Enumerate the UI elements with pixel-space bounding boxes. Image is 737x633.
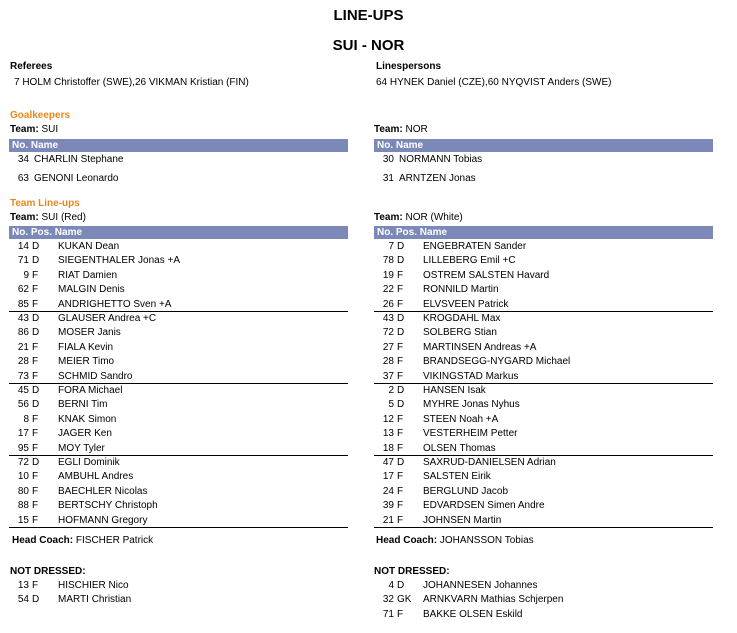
player-name: FIALA Kevin	[58, 341, 114, 353]
head-coach-right	[376, 535, 534, 546]
player-name: JOHANNESEN Johannes	[423, 580, 538, 591]
player-row	[374, 269, 714, 283]
player-position: F	[32, 442, 39, 454]
player-name: RIAT Damien	[58, 269, 118, 281]
player-number: 34	[17, 154, 29, 165]
player-number: 18	[382, 442, 394, 454]
player-name: KROGDAHL Max	[423, 313, 501, 324]
player-name: KUKAN Dean	[58, 241, 120, 252]
player-row	[9, 456, 349, 470]
player-row	[9, 326, 349, 340]
player-number: 54	[17, 594, 29, 606]
player-position: F	[397, 514, 404, 526]
player-row	[374, 341, 714, 355]
player-number: 78	[382, 255, 394, 267]
player-name: HANSEN Isak	[423, 385, 486, 396]
player-position: F	[397, 485, 404, 497]
player-row	[374, 153, 714, 167]
player-row	[374, 593, 714, 607]
player-number: 73	[17, 370, 29, 382]
player-row	[374, 413, 714, 427]
head-coach-name: JOHANSSON Tobias	[439, 535, 534, 546]
player-name: BRANDSEGG-NYGARD Michael	[423, 356, 571, 368]
player-row	[9, 593, 349, 607]
player-row	[9, 442, 349, 456]
player-number: 19	[382, 269, 394, 281]
head-coach-label: Head Coach:	[376, 535, 438, 546]
header-label: No. Pos. Name	[12, 227, 83, 238]
player-row	[374, 172, 714, 186]
player-row	[374, 485, 714, 499]
player-row	[9, 384, 349, 398]
player-number: 4	[388, 580, 394, 591]
referees-value: 7 HOLM Christoffer (SWE),26 VIKMAN Kristian (FIN)	[14, 77, 249, 88]
player-position: GK	[397, 594, 412, 606]
player-number: 43	[382, 313, 394, 324]
player-position: D	[32, 385, 40, 396]
player-row	[374, 370, 714, 384]
player-row	[9, 312, 349, 326]
player-number: 47	[382, 457, 394, 468]
player-number: 86	[17, 327, 29, 339]
player-name: MEIER Timo	[58, 356, 115, 368]
player-name: JAGER Ken	[58, 428, 112, 440]
player-number: 30	[382, 154, 394, 165]
player-position: F	[32, 341, 39, 353]
player-number: 8	[23, 413, 29, 425]
player-number: 7	[388, 241, 394, 252]
player-row	[9, 355, 349, 369]
player-position: F	[397, 428, 404, 440]
player-row	[9, 283, 349, 297]
player-number: 17	[17, 428, 29, 440]
player-position: F	[32, 580, 39, 591]
player-row	[9, 153, 349, 167]
player-number: 9	[23, 269, 29, 281]
head-coach-name: FISCHER Patrick	[75, 535, 154, 546]
player-row	[374, 240, 714, 254]
player-name: MALGIN Denis	[58, 284, 125, 296]
player-name: JOHNSEN Martin	[423, 514, 502, 526]
player-row	[374, 470, 714, 484]
player-row	[374, 514, 714, 528]
player-position: D	[32, 241, 40, 252]
head-coach-left	[12, 535, 153, 546]
player-number: 88	[17, 500, 29, 512]
player-name: ARNTZEN Jonas	[399, 173, 476, 184]
player-position: F	[32, 485, 39, 497]
player-row	[9, 172, 349, 186]
player-name: MARTINSEN Andreas +A	[423, 341, 537, 353]
player-number: 12	[382, 413, 394, 425]
player-name: BAKKE OLSEN Eskild	[423, 608, 523, 620]
linespersons-label: Linespersons	[376, 61, 442, 72]
player-number: 62	[17, 284, 29, 296]
player-position: D	[32, 457, 40, 468]
player-number: 22	[382, 284, 394, 296]
player-row	[9, 470, 349, 484]
player-number: 45	[17, 385, 29, 396]
player-number: 32	[382, 594, 394, 606]
player-row	[374, 312, 714, 326]
header-label: No. Name	[377, 140, 424, 151]
player-row	[374, 608, 714, 622]
player-row	[9, 485, 349, 499]
player-number: 13	[17, 580, 29, 591]
lineups-section-label: Team Line-ups	[10, 198, 80, 209]
not-dressed-label-right: NOT DRESSED:	[374, 566, 450, 577]
player-position: F	[397, 608, 404, 620]
player-number: 56	[17, 399, 29, 411]
gk-header-left	[9, 139, 348, 152]
player-number: 17	[382, 471, 394, 483]
player-number: 72	[382, 327, 394, 339]
header-label: No. Name	[12, 140, 59, 151]
player-row	[374, 398, 714, 412]
player-row	[374, 579, 714, 593]
not-dressed-label-left: NOT DRESSED:	[10, 566, 86, 577]
player-name: OSTREM SALSTEN Havard	[423, 269, 550, 281]
player-row	[374, 442, 714, 456]
player-name: ELVSVEEN Patrick	[423, 298, 509, 310]
player-position: F	[32, 298, 39, 310]
player-position: F	[397, 413, 404, 425]
player-name: BAECHLER Nicolas	[58, 485, 148, 497]
player-name: MYHRE Jonas Nyhus	[423, 399, 520, 411]
player-position: D	[397, 457, 405, 468]
player-position: D	[32, 327, 40, 339]
player-name: HISCHIER Nico	[58, 580, 129, 591]
team-label: Team:	[10, 124, 39, 135]
team-label: Team:	[374, 124, 403, 135]
player-number: 63	[17, 173, 29, 184]
player-name: MOSER Janis	[58, 327, 121, 339]
team-label: Team:	[374, 212, 403, 223]
lineup-team-right	[374, 212, 463, 223]
player-row	[374, 499, 714, 513]
player-position: F	[397, 500, 404, 512]
player-name: FORA Michael	[58, 385, 123, 396]
player-name: VESTERHEIM Petter	[423, 428, 518, 440]
player-number: 5	[388, 399, 394, 411]
player-name: STEEN Noah +A	[423, 413, 499, 425]
player-number: 31	[382, 173, 394, 184]
player-position: F	[32, 356, 39, 368]
player-number: 43	[17, 313, 29, 324]
player-name: ENGEBRATEN Sander	[423, 241, 527, 252]
player-row	[9, 427, 349, 441]
player-name: ANDRIGHETTO Sven +A	[58, 298, 172, 310]
player-row	[9, 254, 349, 268]
head-coach-label: Head Coach:	[12, 535, 74, 546]
lineup-team-left	[10, 212, 86, 223]
gk-header-right	[374, 139, 713, 152]
player-name: HOFMANN Gregory	[58, 514, 148, 526]
player-number: 37	[382, 370, 394, 382]
player-name: SCHMID Sandro	[58, 370, 133, 382]
player-row	[9, 514, 349, 528]
player-position: F	[397, 284, 404, 296]
player-name: MOY Tyler	[58, 442, 105, 454]
lineup-header-right	[374, 226, 713, 239]
player-number: 13	[382, 428, 394, 440]
player-row	[9, 398, 349, 412]
team-name: SUI	[41, 124, 59, 135]
player-name: SALSTEN Eirik	[423, 471, 491, 483]
gk-team-right	[374, 124, 428, 135]
player-number: 21	[17, 341, 29, 353]
player-row	[9, 579, 349, 593]
team-name: NOR	[405, 124, 428, 135]
player-number: 27	[382, 341, 394, 353]
player-name: BERTSCHY Christoph	[58, 500, 158, 512]
player-position: F	[397, 356, 404, 368]
player-position: D	[32, 399, 40, 411]
player-position: D	[397, 327, 405, 339]
player-name: NORMANN Tobias	[399, 154, 483, 165]
player-position: D	[397, 580, 405, 591]
player-number: 71	[382, 608, 394, 620]
player-name: MARTI Christian	[58, 594, 132, 606]
player-row	[9, 499, 349, 513]
player-row	[374, 326, 714, 340]
player-position: F	[32, 413, 39, 425]
player-row	[374, 355, 714, 369]
player-number: 95	[17, 442, 29, 454]
player-name: ARNKVARN Mathias Schjerpen	[423, 594, 564, 606]
player-number: 28	[382, 356, 394, 368]
player-row	[9, 298, 349, 312]
player-position: F	[32, 471, 39, 483]
goalkeepers-section-label: Goalkeepers	[10, 110, 71, 121]
player-row	[9, 413, 349, 427]
player-name: GENONI Leonardo	[34, 173, 119, 184]
player-position: D	[32, 255, 40, 267]
team-name: NOR (White)	[405, 212, 463, 223]
player-position: D	[397, 313, 405, 324]
player-name: SOLBERG Stian	[423, 327, 497, 339]
player-name: KNAK Simon	[58, 413, 117, 425]
player-name: LILLEBERG Emil +C	[423, 255, 516, 267]
player-number: 24	[382, 485, 394, 497]
player-number: 71	[17, 255, 29, 267]
team-label: Team:	[10, 212, 39, 223]
player-position: D	[32, 313, 40, 324]
player-position: F	[397, 341, 404, 353]
header-label: No. Pos. Name	[377, 227, 448, 238]
player-name: VIKINGSTAD Markus	[423, 370, 519, 382]
player-position: F	[32, 370, 39, 382]
player-position: F	[32, 500, 39, 512]
player-row	[9, 370, 349, 384]
player-position: F	[32, 514, 39, 526]
line-separator	[374, 527, 713, 528]
player-number: 26	[382, 298, 394, 310]
player-name: OLSEN Thomas	[423, 442, 496, 454]
player-row	[374, 283, 714, 297]
player-name: RONNILD Martin	[423, 284, 499, 296]
player-position: F	[397, 471, 404, 483]
team-name: SUI (Red)	[41, 212, 86, 223]
player-position: F	[397, 298, 404, 310]
player-number: 72	[17, 457, 29, 468]
page-title: LINE-UPS	[333, 7, 404, 24]
player-name: AMBUHL Andres	[58, 471, 134, 483]
player-name: BERNI Tim	[58, 399, 108, 411]
player-number: 2	[388, 385, 394, 396]
line-separator	[9, 527, 348, 528]
player-position: F	[397, 269, 404, 281]
lineup-header-left	[9, 226, 348, 239]
player-row	[9, 269, 349, 283]
player-name: SAXRUD-DANIELSEN Adrian	[423, 457, 556, 468]
player-position: F	[397, 370, 404, 382]
linespersons-value: 64 HYNEK Daniel (CZE),60 NYQVIST Anders (SWE)	[376, 77, 612, 88]
player-name: SIEGENTHALER Jonas +A	[58, 255, 180, 267]
player-number: 39	[382, 500, 394, 512]
referees-label: Referees	[10, 61, 53, 72]
match-title: SUI - NOR	[332, 37, 405, 54]
player-position: F	[32, 269, 39, 281]
player-position: D	[397, 255, 405, 267]
player-position: D	[397, 399, 405, 411]
player-name: CHARLIN Stephane	[34, 154, 124, 165]
player-name: EDVARDSEN Simen Andre	[423, 500, 545, 512]
player-number: 14	[17, 241, 29, 252]
player-position: F	[397, 442, 404, 454]
player-name: EGLI Dominik	[58, 457, 120, 468]
player-number: 28	[17, 356, 29, 368]
player-name: GLAUSER Andrea +C	[58, 313, 157, 324]
player-row	[9, 341, 349, 355]
player-number: 85	[17, 298, 29, 310]
player-row	[374, 254, 714, 268]
player-number: 15	[17, 514, 29, 526]
player-row	[374, 427, 714, 441]
player-number: 21	[382, 514, 394, 526]
player-row	[374, 384, 714, 398]
player-row	[374, 298, 714, 312]
player-number: 80	[17, 485, 29, 497]
player-row	[374, 456, 714, 470]
player-position: D	[32, 594, 40, 606]
player-number: 10	[17, 471, 29, 483]
player-row	[9, 240, 349, 254]
player-position: F	[32, 428, 39, 440]
player-position: D	[397, 241, 405, 252]
gk-team-left	[10, 124, 58, 135]
player-position: D	[397, 385, 405, 396]
player-name: BERGLUND Jacob	[423, 485, 509, 497]
player-position: F	[32, 284, 39, 296]
